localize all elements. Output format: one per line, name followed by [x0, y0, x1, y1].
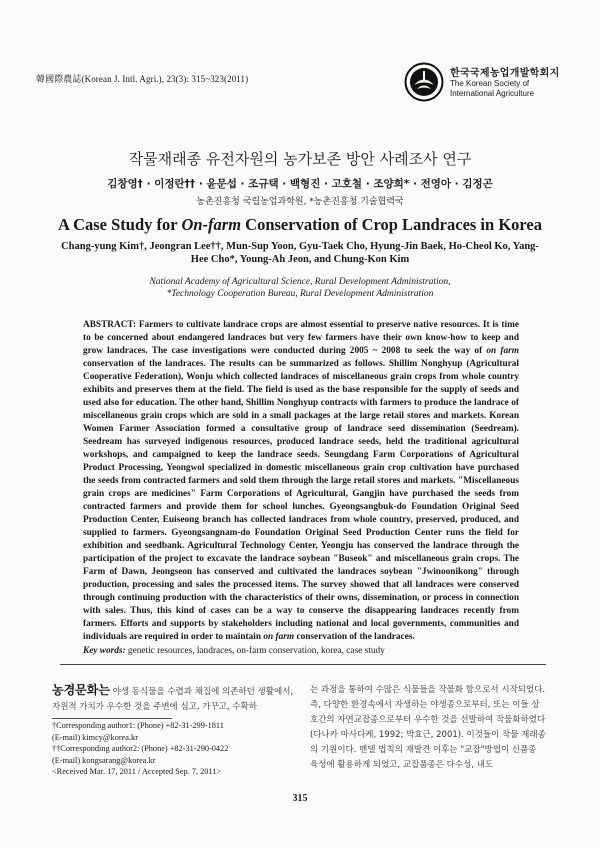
abstract-text-1: ABSTRACT: Farmers to cultivate landrace crops are almost essential to preserve native resources. It is time to be concerned about endangered landraces but very few farmers have their own know-how to keep and grow landraces. The case investigations were conducted during 2005 ~ 2008 to seek the way of	[83, 320, 519, 356]
title-part-1: A Case Study for	[57, 215, 182, 234]
footnote-email-2: (E-mail) kongsarang@korea.kr	[52, 755, 156, 765]
authors-korean: 김창영† · 이정란†† · 윤문섭 · 조규택 · 백형진 · 고호철 · 조양희* · 전영아 · 김정곤	[107, 178, 493, 190]
abstract	[83, 319, 519, 644]
body-column-left	[52, 683, 296, 715]
footnote-received: <Received Mar. 17, 2011 / Accepted Sep. 7, 2011>	[52, 767, 222, 776]
abstract-italic-1: on farm	[486, 346, 519, 356]
footnote-email-1: (E-mail) kimcy@korea.kr	[52, 732, 138, 742]
keywords-text: genetic resources, landraces, on-farm conservation, korea, case study	[125, 646, 385, 656]
body-left-text: 야생 동식물을 수렵과 채집에 의존하던 생활에서, 자원적 가치가 우수한 것을 주변에 심고, 가꾸고, 수확하	[52, 687, 294, 712]
abstract-italic-2: on farm	[263, 632, 295, 642]
affiliation-english	[60, 276, 540, 300]
affiliation-line-2: *Technology Cooperation Bureau, Rural Development Administration	[166, 289, 434, 299]
keywords-label: Key words:	[83, 646, 126, 656]
society-name-en: The Korean Society of International Agriculture	[450, 79, 535, 98]
society-name-kr: 한국국제농업개발학회지	[450, 68, 560, 79]
body-lead-word: 농경문화는	[52, 683, 110, 697]
abstract-text-2: conservation of the landraces. The results can be summarized as follows. Shillim Nonghyup (Agricultural Cooperative Federation), Wonju which collected landraces of miscellaneous grain crops from whole country exhibits and preserves them at the field. The field is used as the base responsible for the supply of seeds and used also for education. The other hand, Shillim Nonghyup contracts with farmers to produce the landrace of miscellaneous grain crops which are sold in a small packages at the large retail stores and markets. Korean Women Farmer Association formed a consultative group of landrace seed dissemination (Seedream). Seedream has surveyed indigenous resources, produced landrace seeds, held the traditional agricultural workshops, and campaigned to keep the landrace seeds. Seungdang Farm Corporations of Agricultural Product Processing, Yeongwol specialized in domestic miscellaneous grain crop cultivation have purchased the seeds from contracted farmers and sold them through the large retail stores and markets. "Miscellaneous grain crops are medicines" Farm Corporations of Agricultural, Gangjin have purchased the seeds from contracted farmers and provide them for school lunches. Gyeongsangbuk-do Foundation Original Seed Production Center, Euiseong branch has collected landraces from whole country, preserved, produced, and supplied to farmers. Gyeongsangnam-do Foundation Original Seed Production Center runs the field for exhibition and seedbank. Agricultural Technology Center, Yeongju has conserved the landrace through the participation of the project to excavate the landrace soybean "Buseok" and miscellaneous grain crops. The Farm of Dawn, Jeongseon has conserved and cultivated the landraces soybean "Jwinoonikong" through production, processing and sales the processed items. The survey showed that all landraces were conserved through continuing production with the characteristics of their owns, dissemination, or process in connection with sales. Thus, this kind of cases can be a way to conserve the disappearing landraces recently from farmers. Efforts and supports by stakeholders including national and local governments, communities and individuals are required in order to maintain	[83, 359, 519, 642]
footnote-corresponding-1: †Corresponding author1: (Phone) +82-31-299-1811	[52, 721, 224, 730]
section-divider	[60, 664, 546, 665]
title-italic-part: On-farm	[181, 215, 242, 234]
authors-english: Chang-yung Kim†, Jeongran Lee††, Mun-Sup Yoon, Gyu-Taek Cho, Hyung-Jin Baek, Ho-Cheol Ko, Yang-Hee Cho*, Young-Ah Jeon, and Chung-Kon Kim	[61, 241, 539, 265]
journal-citation: 韓國際農誌(Korean J. Intl. Agri.), 23(3): 315~323(2011)	[36, 74, 249, 84]
abstract-text-3: conservation of the landraces.	[294, 632, 415, 642]
affiliation-line-1: National Academy of Agricultural Science, Rural Development Administration,	[149, 277, 451, 287]
title-korean: 작물재래종 유전자원의 농가보존 방안 사례조사 연구	[128, 150, 472, 168]
footnote-divider	[52, 718, 172, 719]
keywords	[83, 646, 519, 656]
society-logo	[404, 62, 574, 108]
body-column-right: 는 과정을 통하여 수많은 식물들을 작물화 함으로서 시작되었다. 즉, 다양한 환경속에서 자생하는 야생종으로부터, 또는 이들 상호간의 자연교잡종으로부터 우수한 것을 선발하여 작물화하였다(다나카 마사다케, 1992; 박효근, 2001). 이것들이 작물 재래종의 기원이다. 멘델 법칙의 재발견 이후는 "교잡"방법이 신품종 육성에 활용하게 되었고, 교잡품종은 다수성, 내도	[310, 685, 546, 770]
affiliation-korean: 농촌진흥청 국립농업과학원, *농촌진흥청 기술협력국	[196, 197, 404, 207]
page-number: 315	[292, 793, 308, 804]
title-part-2: Conservation of Crop Landraces in Korea	[241, 215, 543, 234]
footnotes	[52, 720, 302, 778]
title-english	[0, 215, 600, 235]
footnote-corresponding-2: ††Corresponding author2: (Phone) +82-31-290-0422	[52, 744, 229, 753]
society-emblem-icon	[404, 62, 444, 102]
